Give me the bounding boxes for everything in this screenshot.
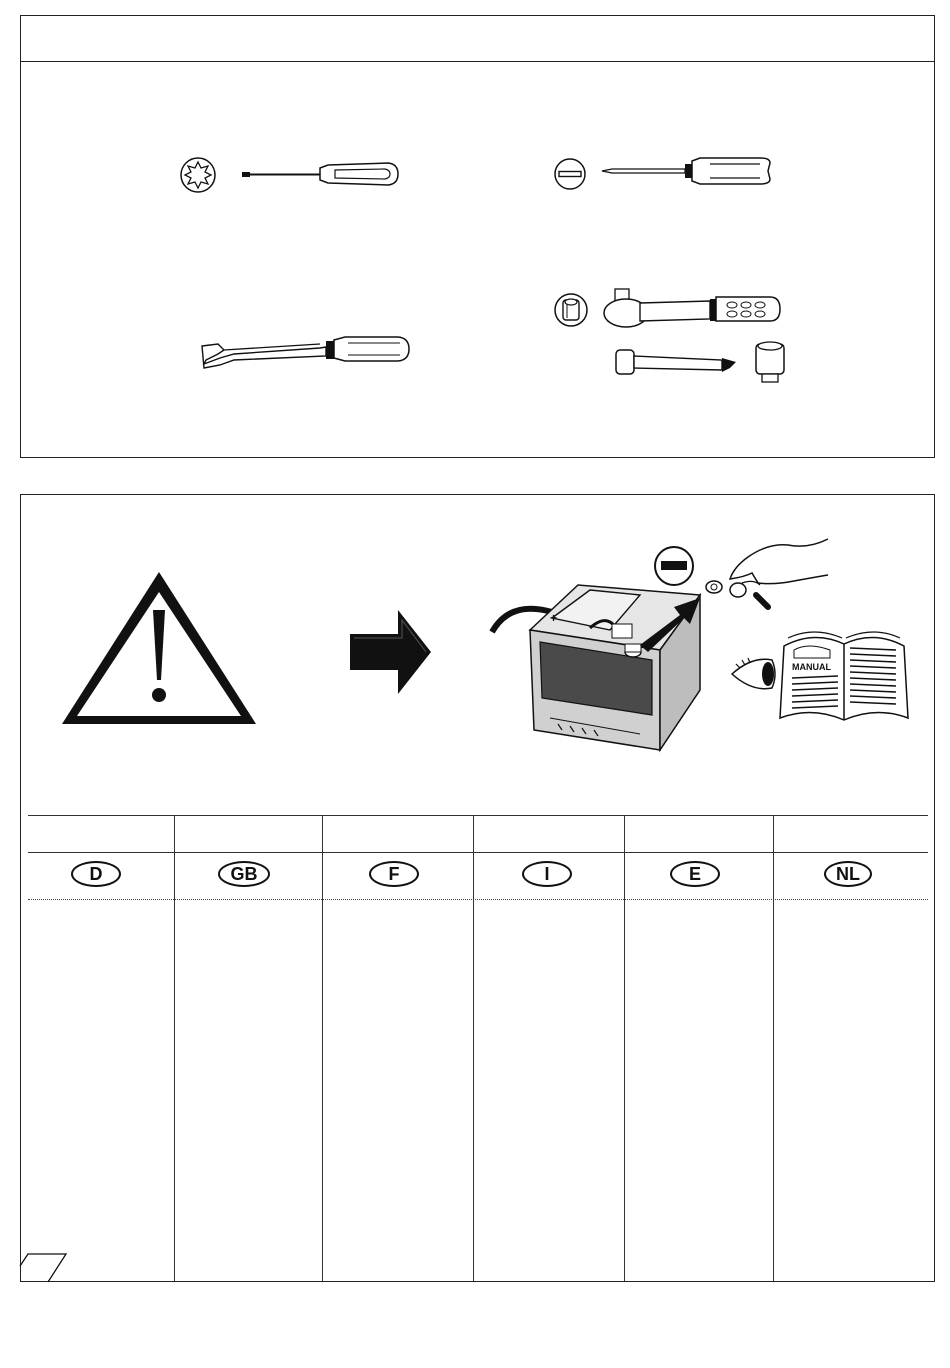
manual-book-icon [778, 628, 910, 723]
tools-panel [20, 15, 935, 458]
flat-head-icon [553, 157, 587, 191]
extension-bar-icon [612, 338, 792, 386]
eye-icon [730, 650, 778, 698]
language-badge-i: I [522, 861, 572, 887]
torx-icon [178, 155, 218, 195]
page-corner-mark [20, 1252, 70, 1284]
table-top-line [28, 815, 928, 816]
language-badge-gb: GB [218, 861, 270, 887]
ratchet-icon [600, 285, 785, 333]
column-divider [773, 815, 774, 1281]
manual-label: MANUAL [792, 662, 831, 672]
column-divider [322, 815, 323, 1281]
column-divider [174, 815, 175, 1281]
trim-tool-icon [200, 332, 412, 370]
column-divider [624, 815, 625, 1281]
tools-header [21, 16, 934, 62]
arrow-right-icon [350, 610, 432, 694]
language-badge-nl: NL [824, 861, 872, 887]
flat-screwdriver-icon [600, 155, 775, 187]
language-badge-d: D [71, 861, 121, 887]
table-dotted-line [28, 899, 928, 900]
hand-icon [698, 535, 833, 615]
warning-triangle-icon [58, 568, 260, 728]
column-divider [473, 815, 474, 1281]
language-badge-f: F [369, 861, 419, 887]
minus-terminal-icon [652, 544, 696, 588]
table-header-line [28, 852, 928, 853]
battery-plus-label: + [550, 611, 558, 625]
language-badge-e: E [670, 861, 720, 887]
torx-screwdriver-icon [240, 160, 400, 188]
socket-icon [553, 292, 589, 328]
